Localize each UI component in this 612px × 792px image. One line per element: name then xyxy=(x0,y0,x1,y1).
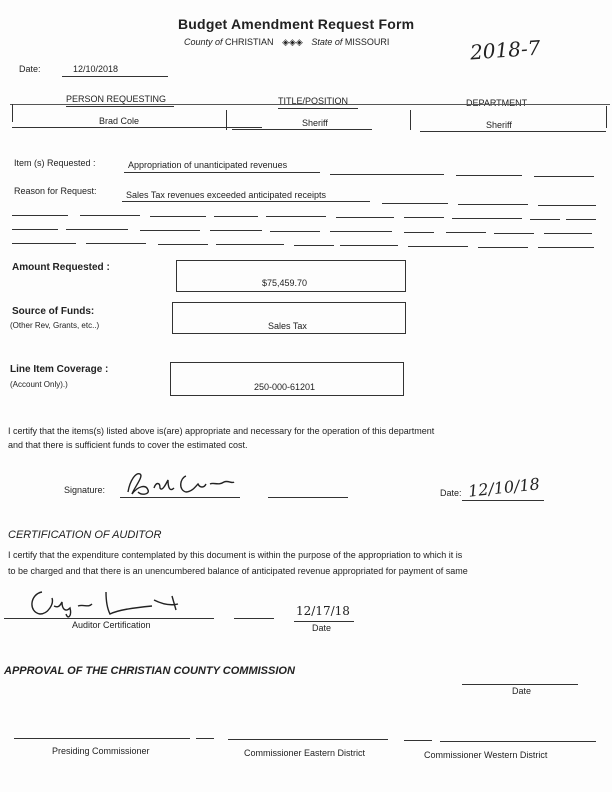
commission-heading: APPROVAL OF THE CHRISTIAN COUNTY COMMISSION xyxy=(4,665,295,677)
person-title: Sheriff xyxy=(302,118,328,128)
county-prefix: County of xyxy=(184,37,223,47)
items-requested-value: Appropriation of unanticipated revenues xyxy=(128,160,288,170)
title-position-header: TITLE/POSITION xyxy=(278,96,349,106)
reason-line-4 xyxy=(538,205,596,206)
amount-value: $75,459.70 xyxy=(262,278,308,288)
items-line-1 xyxy=(124,172,320,173)
person-name: Brad Cole xyxy=(99,116,140,126)
county-name: CHRISTIAN xyxy=(225,37,274,47)
reason-line-1 xyxy=(122,201,370,202)
western-line xyxy=(440,741,596,742)
amount-label: Amount Requested : xyxy=(12,262,110,273)
auditor-line-2: to be charged and that there is an unencumbered balance of anticipated revenue appropriated for payment of same xyxy=(8,566,468,576)
items-requested-label: Item (s) Requested : xyxy=(14,158,96,168)
line-item-sublabel: (Account Only).) xyxy=(10,380,68,389)
auditor-signature-line xyxy=(4,618,214,619)
auditor-date-line xyxy=(294,621,354,622)
source-label: Source of Funds: xyxy=(12,306,95,317)
western-line-head xyxy=(404,740,432,741)
reason-label: Reason for Request: xyxy=(14,186,97,196)
signature-date-line xyxy=(462,500,544,501)
items-line-4 xyxy=(534,176,594,177)
auditor-line-1: I certify that the expenditure contemplated by this document is within the purpose of the appropriation to which it is xyxy=(8,550,463,560)
table-right-edge xyxy=(606,106,607,128)
date-value: 12/10/2018 xyxy=(73,64,119,74)
signature-line-2 xyxy=(268,497,348,498)
form-title: Budget Amendment Request Form xyxy=(178,16,415,32)
presiding-line xyxy=(14,738,190,739)
table-left-edge xyxy=(12,104,13,122)
table-bottom-line-1 xyxy=(12,127,262,128)
person-requesting-header: PERSON REQUESTING xyxy=(66,94,167,104)
state-name: MISSOURI xyxy=(344,37,390,47)
person-department: Sheriff xyxy=(486,120,512,130)
diamond-ornament: ◈◈◈ xyxy=(282,37,303,47)
eastern-line xyxy=(228,739,388,740)
header-underline-1 xyxy=(66,106,174,107)
reason-line-2 xyxy=(382,203,448,204)
items-line-2 xyxy=(330,174,444,175)
signature-date-label: Date: xyxy=(440,488,462,498)
line-item-value: 250-000-61201 xyxy=(254,382,316,392)
signature-date-value: 12/10/18 xyxy=(467,474,541,501)
state-prefix: State of xyxy=(311,37,343,47)
certify-line-1: I certify that the items(s) listed above is(are) appropriate and necessary for the operation of this department xyxy=(8,426,435,436)
auditor-date-value: 12/17/18 xyxy=(296,604,350,618)
presiding-line-tail xyxy=(196,738,214,739)
date-line xyxy=(62,76,168,77)
table-divider-2 xyxy=(410,110,411,130)
certify-line-2: and that there is sufficient funds to cover the estimated cost. xyxy=(8,440,248,450)
auditor-signature xyxy=(22,586,182,620)
signature-line xyxy=(120,497,240,498)
signature-label: Signature: xyxy=(64,485,106,495)
requester-signature xyxy=(120,466,240,500)
handwritten-form-number: 2018-7 xyxy=(469,35,542,65)
auditor-date-label: Date xyxy=(312,623,332,633)
auditor-line-gap xyxy=(234,618,274,619)
county-state-line xyxy=(184,37,389,48)
commission-date-label: Date xyxy=(512,686,532,696)
items-line-3 xyxy=(456,175,522,176)
auditor-signature-label: Auditor Certification xyxy=(72,620,151,630)
department-header: DEPARTMENT xyxy=(466,98,528,108)
table-top-line xyxy=(10,104,610,105)
header-underline-2 xyxy=(278,108,358,109)
reason-line-3 xyxy=(458,204,528,205)
line-item-label: Line Item Coverage : xyxy=(10,364,109,375)
auditor-heading: CERTIFICATION OF AUDITOR xyxy=(8,529,162,541)
source-value: Sales Tax xyxy=(268,321,307,331)
table-bottom-line-2 xyxy=(232,129,372,130)
date-label: Date: xyxy=(19,64,41,74)
presiding-commissioner-label: Presiding Commissioner xyxy=(52,746,150,756)
western-commissioner-label: Commissioner Western District xyxy=(424,750,548,760)
source-sublabel: (Other Rev, Grants, etc..) xyxy=(10,321,100,330)
reason-value: Sales Tax revenues exceeded anticipated receipts xyxy=(126,190,326,200)
table-bottom-line-3 xyxy=(420,131,606,132)
commission-date-line xyxy=(462,684,578,685)
eastern-commissioner-label: Commissioner Eastern District xyxy=(244,748,366,758)
